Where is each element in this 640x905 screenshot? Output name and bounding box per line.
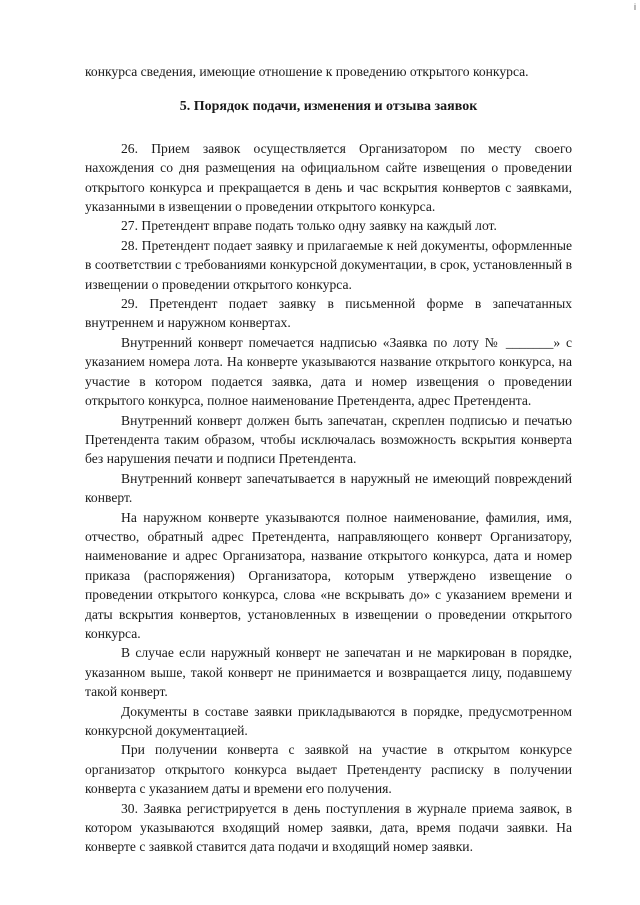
paragraph-inner-envelope-label: Внутренний конверт помечается надписью «Заявка по лоту № _______» с указанием номера лота. На конверте указываются название открытого конкурса, на участие в котором подается заявка, дата и номер извещения о проведении открытого конкурса, полное наименование Претендента, адрес Претендента. [85,334,572,409]
paragraph-28: 28. Претендент подает заявку и прилагаемые к ней документы, оформленные в соответствии с требованиями конкурсной документации, в срок, установленный в извещении о проведении открытого конкурса. [85,237,572,292]
paragraph-receipt: При получении конверта с заявкой на участие в открытом конкурсе организатор открытого конкурса выдает Претенденту расписку в получении конверта с указанием даты и времени его получения. [85,742,572,797]
paragraph-outer-envelope: Внутренний конверт запечатывается в наружный не имеющий повреждений конверт. [85,470,572,506]
paragraph-30: 30. Заявка регистрируется в день поступления в журнале приема заявок, в котором указываются входящий номер заявки, дата, время подачи заявки. На конверте с заявкой ставится дата подачи и входящий номер заявки. [85,800,572,855]
section-heading: 5. Порядок подачи, изменения и отзыва заявок [179,99,478,115]
intro-paragraph: конкурса сведения, имеющие отношение к проведению открытого конкурса. [85,64,529,79]
paragraph-27: 27. Претендент вправе подать только одну заявку на каждый лот. [121,218,497,234]
paragraph-26: 26. Прием заявок осуществляется Организатором по месту своего нахождения со дня размещения на официальном сайте извещения о проведении открытого конкурса и прекращается в день и час вскрытия конвертов с заявками, указанными в извещении о проведении открытого конкурса. [85,140,572,215]
paragraph-29: 29. Претендент подает заявку в письменной форме в запечатанных внутреннем и наружном конвертах. [85,296,572,331]
corner-mark: i [634,2,636,12]
paragraph-inner-envelope-sealed: Внутренний конверт должен быть запечатан, скреплен подписью и печатью Претендента таким образом, чтобы исключалась возможность вскрытия конверта без нарушения печати и подписи Претендента. [85,412,572,467]
paragraph-outer-envelope-details: На наружном конверте указываются полное наименование, фамилия, имя, отчество, обратный адрес Претендента, направляющего конверт Организатору, наименование и адрес Организатора, название открытого конкурса, дата и номер приказа (распоряжения) Организатора, которым утверждено извещение о проведении открытого конкурса, слова «не вскрывать до» с указанием времени и даты вскрытия конвертов, установленных в извещении о проведении открытого конкурса. [85,509,572,641]
document-body [85,62,572,857]
paragraph-documents-order: Документы в составе заявки прикладываются в порядке, предусмотренном конкурсной документацией. [85,703,572,738]
paragraph-not-sealed: В случае если наружный конверт не запечатан и не маркирован в порядке, указанном выше, такой конверт не принимается и возвращается лицу, подавшему такой конверт. [85,645,572,700]
